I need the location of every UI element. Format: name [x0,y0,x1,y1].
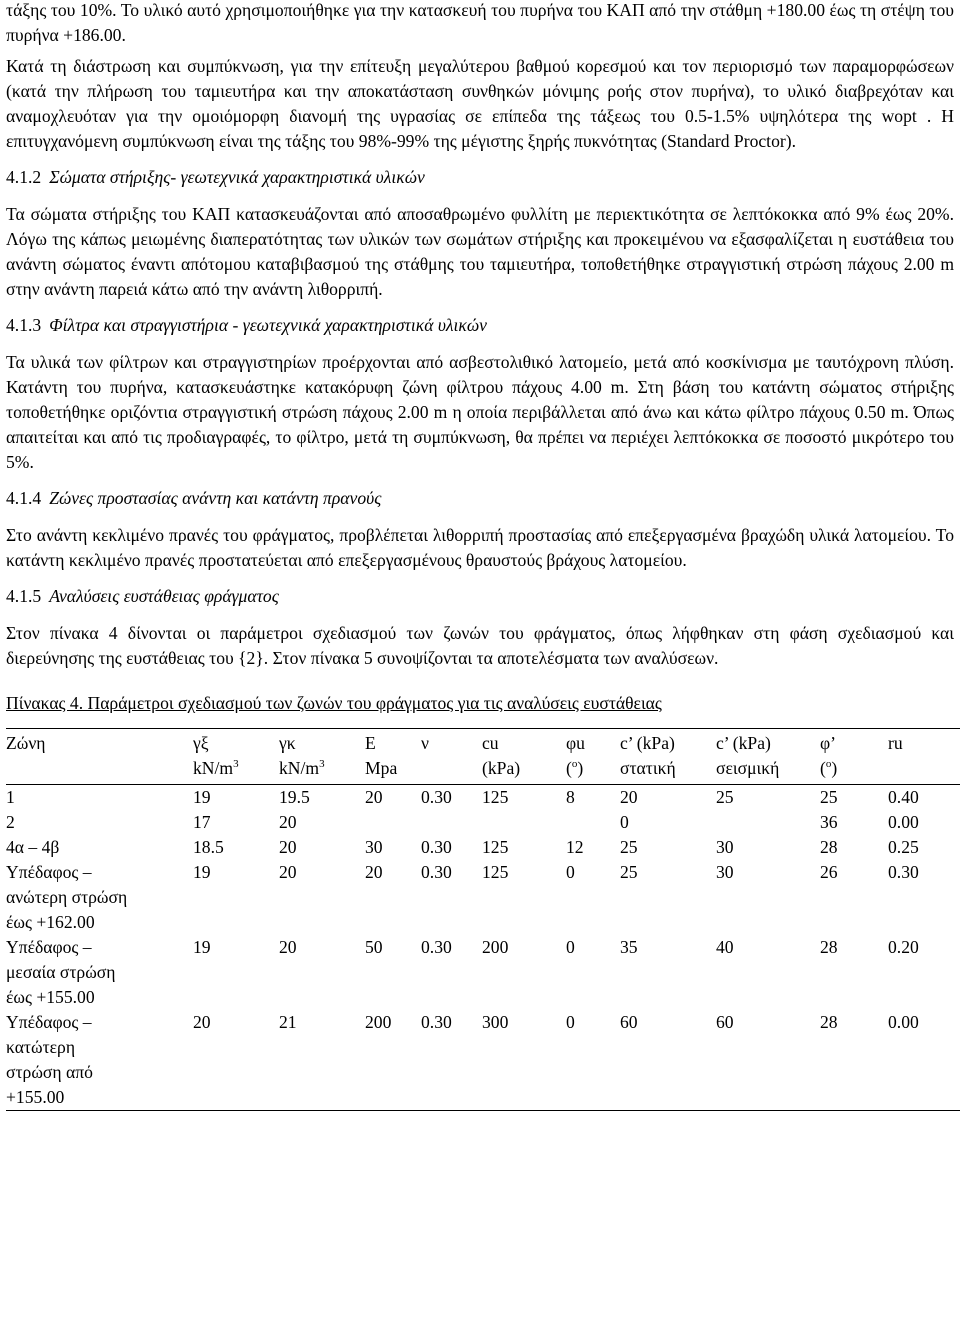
value-cell: 28 [820,837,838,857]
column-header-unit: $kN/m^3$ [193,758,239,778]
column-header-label: φ’ [820,733,837,753]
value-cell: 0.20 [888,937,919,957]
column-header-unit: σεισμική [716,758,780,778]
value-cell: 0 [566,937,575,957]
zone-label-line: +155.00 [6,1087,65,1107]
value-cell: 60 [716,1010,820,1111]
value-cell: 19.5 [279,787,310,807]
zone-cell [6,835,193,860]
paragraph-compaction: Κατά τη διάστρωση και συμπύκνωση, για την επίτευξη μεγαλύτερου βαθμού κορεσμού και τον περιορισμό των παραμορφώσεων (κατά την πλήρωση του ταμιευτήρα και την αποκατάσταση συνθηκών μόνιμης ροής στον πυρήνα), το υλικό διαβρεχόταν και αναμοχλευόταν για την ομοιόμορφη διανομή της υγρασίας σε επίπεδα της τάξεως του 0.5-1.5% υψηλότερα της wopt . Η επιτυγχανόμενη συμπύκνωση είναι της τάξης του 98%-99% της μέγιστης ξηρής πυκνότητας (Standard Proctor). [6,56,954,151]
zone-label-line: Υπέδαφος – [6,937,92,957]
column-header [820,729,888,785]
value-cell: 0.40 [888,787,919,807]
value-cell: 20 [193,1010,279,1111]
column-header [6,729,193,785]
value-cell: 25 [620,862,638,882]
zone-cell [6,935,193,1010]
zone-label-line: 1 [6,787,15,807]
table-row [6,935,960,1010]
value-cell: 60 [620,1010,716,1111]
value-cell: 125 [482,862,509,882]
column-header-unit: ($^o$) [820,758,838,778]
value-cell [716,810,820,835]
value-cell: 50 [365,937,383,957]
value-cell: 20 [279,837,297,857]
zone-label-line: Υπέδαφος – [6,862,92,882]
column-header-label: Ζώνη [6,733,46,753]
value-cell: 26 [820,862,838,882]
value-cell: 17 [193,812,211,832]
value-cell: 20 [620,787,638,807]
column-header-label: c’ (kPa) [716,733,771,753]
value-cell: 20 [365,862,383,882]
column-header-unit: ($^o$) [566,758,584,778]
zone-cell [6,860,193,935]
value-cell: 300 [482,1010,566,1111]
heading-4-1-4 [6,486,954,511]
zone-label-line: έως +155.00 [6,987,95,1007]
value-cell: 20 [279,862,297,882]
zone-cell [6,810,193,835]
value-cell: 36 [820,812,838,832]
heading-title: Αναλύσεις ευστάθειας φράγματος [49,586,279,606]
column-header-label: φu [566,733,585,753]
value-cell: 20 [365,787,383,807]
column-header [279,729,365,785]
column-header-label: cu [482,733,499,753]
paragraph-intro: τάξης του 10%. Το υλικό αυτό χρησιμοποιήθηκε για την κατασκευή του πυρήνα του ΚΑΠ από την στάθμη +180.00 έως τη στέψη του πυρήνα +186.00. [6,0,954,45]
value-cell: 21 [279,1010,365,1111]
value-cell: 200 [365,1010,421,1111]
zone-label-line: Υπέδαφος – [6,1012,92,1032]
value-cell: 0.30 [421,937,452,957]
value-cell: 19 [193,937,211,957]
zone-label-line: 4α – 4β [6,837,60,857]
value-cell: 125 [482,837,509,857]
value-cell: 28 [820,1010,888,1111]
design-parameters-table [6,728,960,1111]
value-cell: 0.00 [888,1010,960,1111]
value-cell: 200 [482,937,509,957]
table-caption [6,691,954,716]
value-cell: 0.30 [421,1010,482,1111]
value-cell: 0.00 [888,812,919,832]
zone-cell [6,785,193,811]
value-cell: 25 [716,787,734,807]
value-cell [566,810,620,835]
value-cell: 40 [716,937,734,957]
zone-label-line: 2 [6,812,15,832]
value-cell: 0 [620,812,629,832]
value-cell: 20 [279,812,297,832]
value-cell: 20 [279,937,297,957]
column-header-label: ν [421,733,429,753]
column-header [193,729,279,785]
heading-4-1-3 [6,313,954,338]
column-header [421,729,482,785]
value-cell: 25 [620,837,638,857]
heading-number: 4.1.2 [6,167,42,187]
column-header-label: E [365,733,376,753]
heading-title: Ζώνες προστασίας ανάντη και κατάντη πρανούς [49,488,382,508]
value-cell: 25 [820,787,838,807]
table-row [6,785,960,811]
paragraph-stability: Στον πίνακα 4 δίνονται οι παράμετροι σχεδιασμού των ζωνών του φράγματος, όπως λήφθηκαν στη φάση σχεδιασμού και διερεύνησης της ευστάθειας του {2}. Στον πίνακα 5 συνοψίζονται τα αποτελέσματα των αναλύσεων. [6,623,954,668]
table-caption-text: Πίνακας 4. Παράμετροι σχεδιασμού των ζωνών του φράγματος για τις αναλύσεις ευστάθειας [6,693,662,713]
value-cell: 12 [566,837,584,857]
column-header [365,729,421,785]
value-cell: 0.30 [421,837,452,857]
value-cell: 19 [193,787,211,807]
value-cell: 35 [620,937,638,957]
value-cell: 125 [482,787,509,807]
column-header-unit: $kN/m^3$ [279,758,325,778]
column-header-unit: (kPa) [482,758,521,778]
value-cell: 0.30 [421,862,452,882]
value-cell [482,810,566,835]
zone-label-line: ανώτερη στρώση [6,887,128,907]
zone-cell [6,1010,193,1111]
zone-label-line: στρώση από [6,1062,93,1082]
value-cell: 0 [566,862,575,882]
table-row [6,860,960,935]
heading-number: 4.1.4 [6,488,42,508]
column-header-label: γκ [279,733,296,753]
column-header [566,729,620,785]
column-header-label: c’ (kPa) [620,733,675,753]
paragraph-support-bodies: Τα σώματα στήριξης του ΚΑΠ κατασκευάζονται από αποσαθρωμένο φυλλίτη με περιεκτικότητα σε λεπτόκοκκα από 9% έως 20%. Λόγω της κάπως μειωμένης διαπερατότητας των υλικών των σωμάτων στήριξης και προκειμένου να εξασφαλίζεται η ευστάθεια του ανάντη σώματος έναντι απότομου καταβιβασμού της στάθμης του ταμιευτήρα, τοποθετήθηκε στραγγιστική στρώση πάχους 2.00 m στην ανάντη παρειά κάτω από την ανάντη λιθορριπή. [6,204,954,299]
column-header-label: γξ [193,733,209,753]
value-cell: 30 [716,862,734,882]
paragraph-protection-zones: Στο ανάντη κεκλιμένο πρανές του φράγματος, προβλέπεται λιθορριπή προστασίας από επεξεργασμένα βραχώδη υλικά λατομείου. Το κατάντη κεκλιμένο πρανές προστατεύεται από επεξεργασμένους θραυστούς βράχους λατομείου. [6,525,954,570]
value-cell: 0.25 [888,837,919,857]
table-header-row [6,729,960,785]
column-header [620,729,716,785]
column-header-unit: Mpa [365,758,398,778]
value-cell: 19 [193,862,211,882]
heading-title: Φίλτρα και στραγγιστήρια - γεωτεχνικά χαρακτηριστικά υλικών [49,315,487,335]
value-cell: 0.30 [888,862,919,882]
heading-title: Σώματα στήριξης- γεωτεχνικά χαρακτηριστικά υλικών [49,167,425,187]
heading-4-1-5 [6,584,954,609]
column-header [482,729,566,785]
value-cell [421,810,482,835]
paragraph-filters: Τα υλικά των φίλτρων και στραγγιστηρίων προέρχονται από ασβεστολιθικό λατομείο, μετά από κοσκίνισμα με ταυτόχρονη πλύση. Κατάντη του πυρήνα, κατασκευάστηκε κατακόρυφη ζώνη φίλτρου πάχους 4.00 m. Στη βάση του κατάντη σώματος στήριξης τοποθετήθηκε οριζόντια στραγγιστική στρώση πάχους 2.00 m η οποία περιβάλλεται από άνω και κάτω φίλτρο πάχους 0.50 m. Όπως απαιτείται και από τις προδιαγραφές, το φίλτρο, μετά τη συμπύκνωση, θα πρέπει να περιέχει λεπτόκοκκα σε ποσοστό μικρότερο του 5%. [6,352,954,472]
heading-number: 4.1.3 [6,315,42,335]
zone-label-line: κατώτερη [6,1037,76,1057]
zone-label-line: μεσαία στρώση [6,962,116,982]
table-body [6,785,960,1111]
table-row [6,1010,960,1111]
heading-number: 4.1.5 [6,586,42,606]
table-row [6,810,960,835]
column-header [888,729,960,785]
column-header-label: ru [888,733,903,753]
value-cell: 8 [566,787,575,807]
value-cell: 28 [820,937,838,957]
value-cell: 0 [566,1010,620,1111]
column-header [716,729,820,785]
value-cell: 0.30 [421,787,452,807]
value-cell: 18.5 [193,837,224,857]
column-header-unit: στατική [620,758,676,778]
table-row [6,835,960,860]
value-cell [365,810,421,835]
heading-4-1-2 [6,165,954,190]
value-cell: 30 [716,837,734,857]
zone-label-line: έως +162.00 [6,912,95,932]
value-cell: 30 [365,837,383,857]
